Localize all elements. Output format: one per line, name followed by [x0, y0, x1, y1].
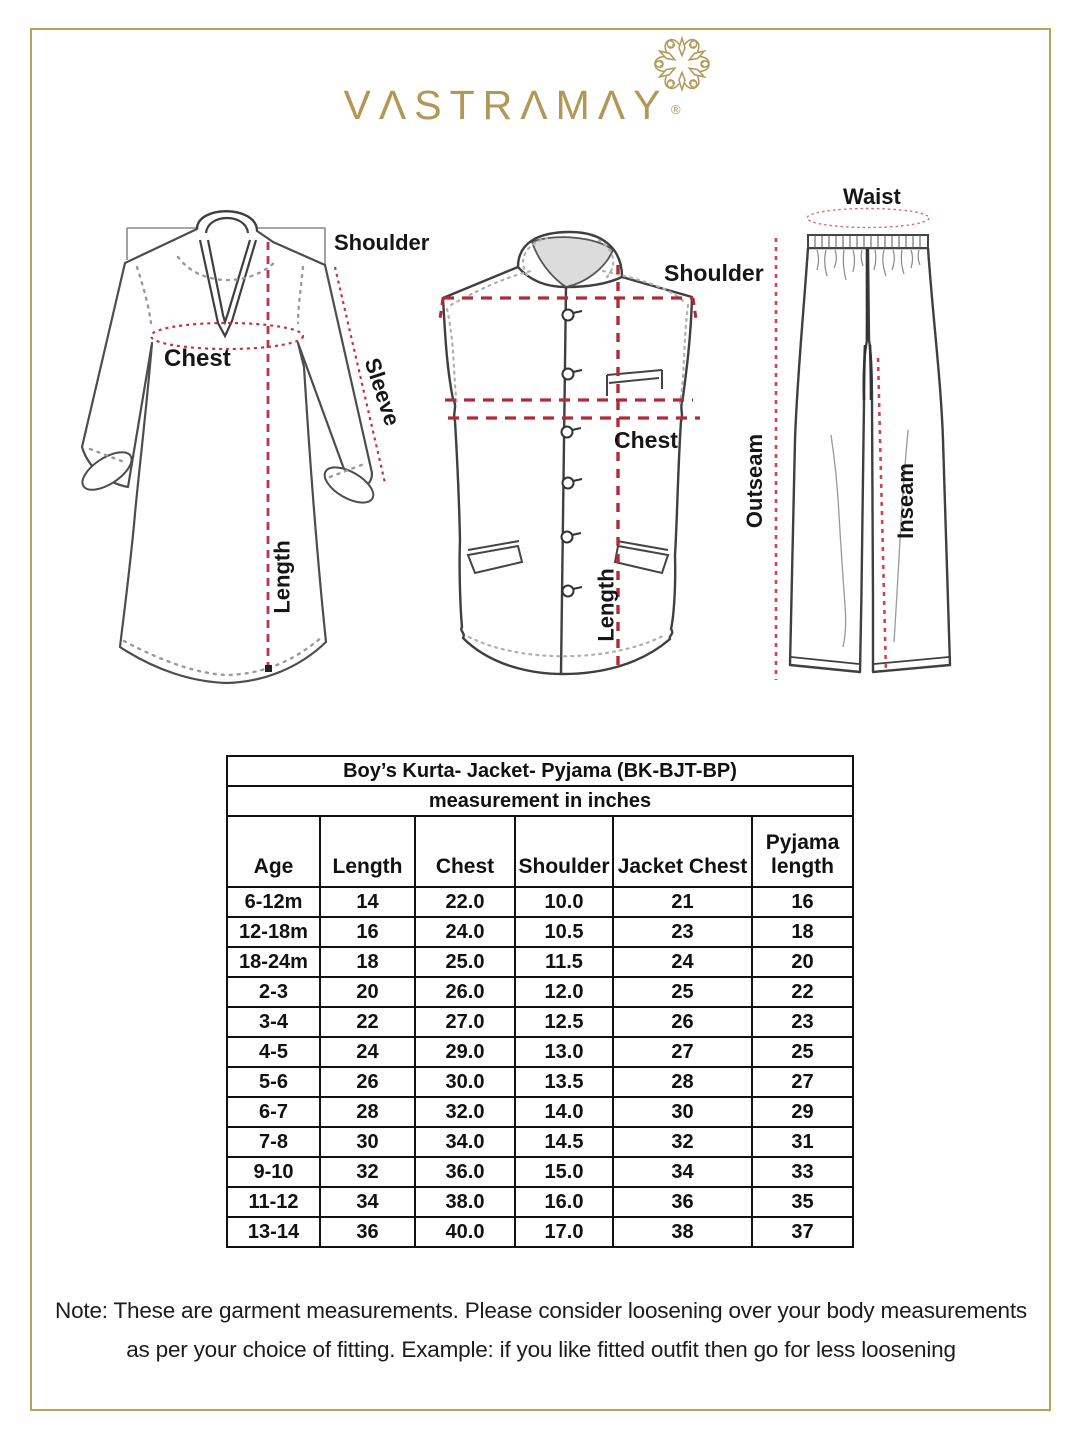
- value-cell: 36: [320, 1217, 415, 1247]
- value-cell: 32: [320, 1157, 415, 1187]
- value-cell: 26: [613, 1007, 752, 1037]
- value-cell: 24: [613, 947, 752, 977]
- value-cell: 38.0: [415, 1187, 515, 1217]
- value-cell: 23: [613, 917, 752, 947]
- kurta-sleeve-label: Sleeve: [359, 354, 406, 429]
- table-row: [227, 1217, 853, 1247]
- value-cell: 26: [320, 1067, 415, 1097]
- value-cell: 37: [752, 1217, 853, 1247]
- size-table: [226, 755, 854, 1248]
- note-line-1: Note: These are garment measurements. Please consider loosening over your body measurements: [55, 1298, 1027, 1323]
- age-cell: 13-14: [227, 1217, 320, 1247]
- value-cell: 24.0: [415, 917, 515, 947]
- value-cell: 32: [613, 1127, 752, 1157]
- value-cell: 14.5: [515, 1127, 613, 1157]
- age-cell: 3-4: [227, 1007, 320, 1037]
- column-header-chest: Chest: [415, 816, 515, 887]
- note-line-2: as per your choice of fitting. Example: if you like fitted outfit then go for less loosening: [126, 1337, 956, 1362]
- table-row: [227, 1007, 853, 1037]
- value-cell: 23: [752, 1007, 853, 1037]
- table-row: [227, 887, 853, 917]
- value-cell: 11.5: [515, 947, 613, 977]
- column-header-pyjama-length: Pyjama length: [752, 816, 853, 887]
- value-cell: 27.0: [415, 1007, 515, 1037]
- table-row: [227, 1157, 853, 1187]
- table-row: [227, 977, 853, 1007]
- value-cell: 28: [320, 1097, 415, 1127]
- column-header-length: Length: [320, 816, 415, 887]
- value-cell: 35: [752, 1187, 853, 1217]
- value-cell: 27: [613, 1037, 752, 1067]
- kurta-outline: [82, 211, 372, 683]
- value-cell: 29.0: [415, 1037, 515, 1067]
- age-cell: 2-3: [227, 977, 320, 1007]
- value-cell: 30.0: [415, 1067, 515, 1097]
- jacket-collar-inside: [532, 237, 613, 287]
- column-header-shoulder: Shoulder: [515, 816, 613, 887]
- kurta-shoulder-label: Shoulder: [334, 230, 430, 255]
- value-cell: 12.5: [515, 1007, 613, 1037]
- table-row: [227, 917, 853, 947]
- value-cell: 24: [320, 1037, 415, 1067]
- table-row: [227, 1067, 853, 1097]
- pyjama-waistband: [808, 235, 928, 248]
- value-cell: 22: [752, 977, 853, 1007]
- table-row: [227, 947, 853, 977]
- age-cell: 6-12m: [227, 887, 320, 917]
- value-cell: 33: [752, 1157, 853, 1187]
- age-cell: 5-6: [227, 1067, 320, 1097]
- value-cell: 16: [320, 917, 415, 947]
- value-cell: 34: [613, 1157, 752, 1187]
- age-cell: 4-5: [227, 1037, 320, 1067]
- value-cell: 25: [613, 977, 752, 1007]
- column-header-jacket-chest: Jacket Chest: [613, 816, 752, 887]
- value-cell: 12.0: [515, 977, 613, 1007]
- value-cell: 13.5: [515, 1067, 613, 1097]
- value-cell: 18: [320, 947, 415, 977]
- age-cell: 11-12: [227, 1187, 320, 1217]
- value-cell: 21: [613, 887, 752, 917]
- value-cell: 14: [320, 887, 415, 917]
- value-cell: 28: [613, 1067, 752, 1097]
- age-cell: 7-8: [227, 1127, 320, 1157]
- jacket-chest-label: Chest: [614, 427, 678, 453]
- value-cell: 10.0: [515, 887, 613, 917]
- table-header-row: [227, 816, 853, 887]
- table-title-row: [227, 756, 853, 786]
- value-cell: 38: [613, 1217, 752, 1247]
- value-cell: 30: [613, 1097, 752, 1127]
- table-row: [227, 1037, 853, 1067]
- value-cell: 15.0: [515, 1157, 613, 1187]
- value-cell: 29: [752, 1097, 853, 1127]
- value-cell: 26.0: [415, 977, 515, 1007]
- value-cell: 14.0: [515, 1097, 613, 1127]
- registered-trademark-symbol: ®: [671, 102, 681, 117]
- value-cell: 25.0: [415, 947, 515, 977]
- table-title: Boy’s Kurta- Jacket- Pyjama (BK-BJT-BP): [227, 756, 853, 786]
- size-table-section: [226, 755, 854, 1248]
- value-cell: 10.5: [515, 917, 613, 947]
- brand-logo-text: VΛSTRΛMΛY: [343, 82, 669, 128]
- value-cell: 36: [613, 1187, 752, 1217]
- value-cell: 22: [320, 1007, 415, 1037]
- age-cell: 6-7: [227, 1097, 320, 1127]
- value-cell: 40.0: [415, 1217, 515, 1247]
- pyjama-outseam-label: Outseam: [742, 433, 768, 529]
- jacket-length-label: Length: [593, 568, 619, 642]
- table-row: [227, 1127, 853, 1157]
- kurta-length-label: Length: [269, 540, 295, 614]
- age-cell: 9-10: [227, 1157, 320, 1187]
- value-cell: 20: [320, 977, 415, 1007]
- value-cell: 31: [752, 1127, 853, 1157]
- value-cell: 27: [752, 1067, 853, 1097]
- table-subtitle: measurement in inches: [227, 786, 853, 816]
- pyjama-waist-label: Waist: [843, 184, 901, 209]
- jacket-outline: [443, 267, 692, 674]
- value-cell: 22.0: [415, 887, 515, 917]
- measurement-note: [45, 1291, 1037, 1369]
- value-cell: 18: [752, 917, 853, 947]
- pyjama-diagram: [745, 180, 975, 710]
- jacket-diagram: [435, 225, 715, 685]
- value-cell: 32.0: [415, 1097, 515, 1127]
- age-cell: 18-24m: [227, 947, 320, 977]
- value-cell: 30: [320, 1127, 415, 1157]
- column-header-age: Age: [227, 816, 320, 887]
- pyjama-left-leg: [790, 248, 868, 672]
- value-cell: 20: [752, 947, 853, 977]
- value-cell: 16: [752, 887, 853, 917]
- value-cell: 25: [752, 1037, 853, 1067]
- value-cell: 36.0: [415, 1157, 515, 1187]
- value-cell: 16.0: [515, 1187, 613, 1217]
- value-cell: 17.0: [515, 1217, 613, 1247]
- value-cell: 13.0: [515, 1037, 613, 1067]
- pyjama-inseam-label: Inseam: [892, 463, 918, 539]
- value-cell: 34.0: [415, 1127, 515, 1157]
- table-subtitle-row: [227, 786, 853, 816]
- table-row: [227, 1097, 853, 1127]
- pyjama-waist-ellipse: [807, 209, 929, 228]
- jacket-shoulder-label: Shoulder: [664, 260, 764, 286]
- value-cell: 34: [320, 1187, 415, 1217]
- age-cell: 12-18m: [227, 917, 320, 947]
- table-row: [227, 1187, 853, 1217]
- kurta-chest-label: Chest: [164, 345, 231, 372]
- kurta-diagram: [60, 195, 400, 690]
